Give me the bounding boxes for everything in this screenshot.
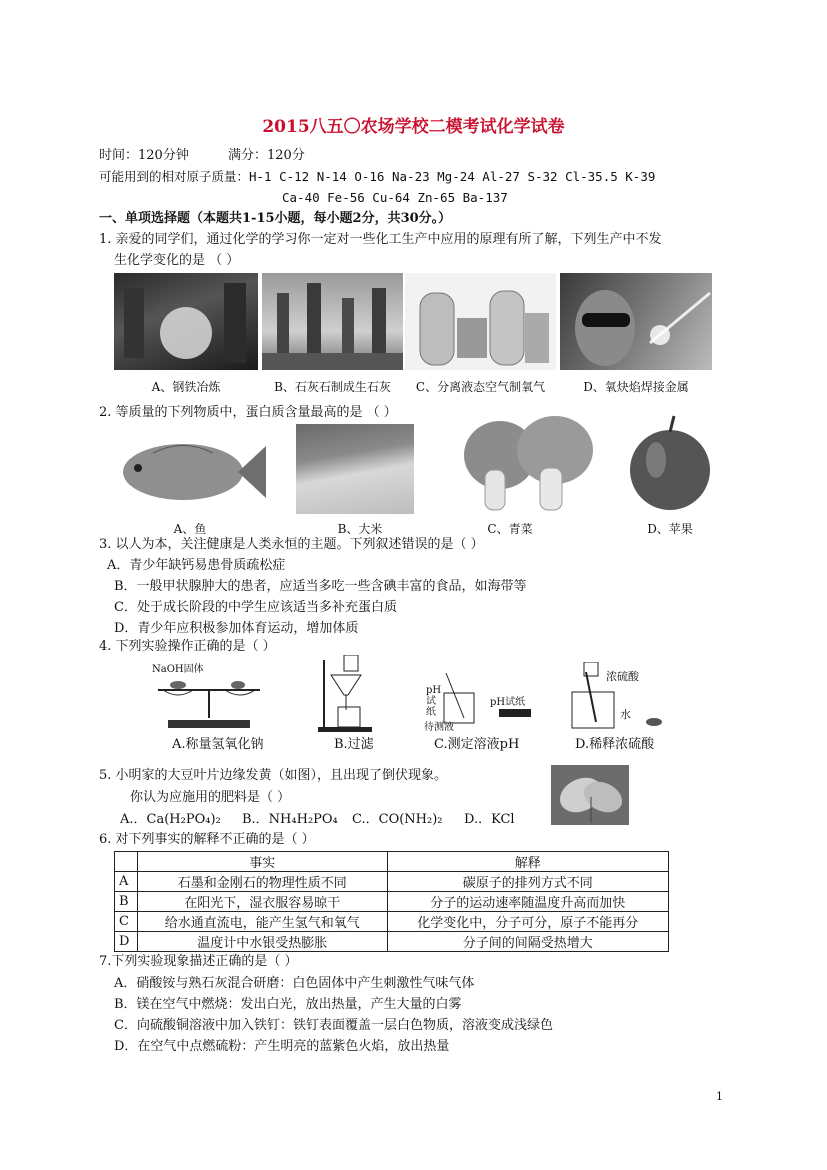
q5-option-a: A.．Ca(H₂PO₄)₂ [120, 812, 221, 827]
q3-option-d: D．青少年应积极参加体育运动，增加体质 [114, 621, 359, 636]
fish-picture [113, 428, 268, 513]
q3-option-b: B．一般甲状腺肿大的患者，应适当多吃一些含碘丰富的食品，如海带等 [114, 579, 527, 594]
soybean-leaf-picture [551, 765, 629, 825]
row-reason: 碳原子的排列方式不同 [387, 872, 668, 892]
row-fact: 给水通直流电，能产生氢气和氧气 [138, 912, 388, 932]
ph-strip-label: pH试纸 [490, 697, 526, 708]
q7-stem: 7.下列实验现象描述正确的是（ ） [99, 954, 298, 969]
ph-test-figure [424, 663, 536, 733]
table-header-row [115, 852, 669, 872]
welding-photo [560, 273, 712, 370]
q2-stem: 2. 等质量的下列物质中，蛋白质含量最高的是 （ ） [99, 405, 397, 420]
table-row [115, 932, 669, 952]
row-key: D [115, 932, 138, 952]
balance-figure [148, 660, 270, 732]
air-separation-photo [405, 273, 556, 370]
q2-option-b: B、大米 [337, 522, 383, 536]
q1-option-c: C、分离液态空气制氧气 [415, 380, 546, 394]
atomic-masses-line1: 可能用到的相对原子质量：H-1 C-12 N-14 O-16 Na-23 Mg-24 Al-27 S-32 Cl-35.5 K-39 [99, 169, 656, 184]
q5-option-d: D.．KCl [464, 812, 515, 827]
q5-stem-line2: 你认为应施用的肥料是（ ） [130, 790, 291, 805]
dilution-figure [566, 662, 666, 732]
row-fact: 石墨和金刚石的物理性质不同 [138, 872, 388, 892]
test-liquid-label: 待测液 [424, 722, 454, 733]
q3-option-c: C．处于成长阶段的中学生应该适当多补充蛋白质 [114, 600, 397, 615]
q4-option-d: D.稀释浓硫酸 [575, 737, 655, 752]
atomic-masses-line2: Ca-40 Fe-56 Cu-64 Zn-65 Ba-137 [282, 190, 508, 205]
rice-picture [296, 424, 414, 514]
q7-option-c: C．向硫酸铜溶液中加入铁钉：铁钉表面覆盖一层白色物质，溶液变成浅绿色 [114, 1018, 553, 1033]
acid-label: 浓硫酸 [606, 670, 639, 683]
row-fact: 在阳光下，湿衣服容易晾干 [138, 892, 388, 912]
page-number: 1 [716, 1090, 723, 1103]
row-key: B [115, 892, 138, 912]
q5-option-c: C.．CO(NH₂)₂ [352, 812, 443, 827]
q7-option-a: A．硝酸铵与熟石灰混合研磨：白色固体中产生刺激性气味气体 [114, 976, 475, 991]
header-fact: 事实 [138, 852, 388, 872]
row-key: A [115, 872, 138, 892]
q1-option-a: A、钢铁冶炼 [151, 380, 221, 394]
q6-stem: 6. 对下列事实的解释不正确的是（ ） [99, 832, 315, 847]
q7-option-d: D．在空气中点燃硫粉：产生明亮的蓝紫色火焰，放出热量 [114, 1039, 450, 1054]
q2-option-c: C、青菜 [487, 522, 533, 536]
q3-stem: 3. 以人为本，关注健康是人类永恒的主题。下列叙述错误的是（ ） [99, 537, 484, 552]
apple-picture [626, 410, 714, 514]
page-title: 2015八五〇农场学校二模考试化学试卷 [262, 117, 565, 137]
q5-option-b: B.．NH₄H₂PO₄ [242, 812, 338, 827]
lime-kiln-photo [262, 273, 403, 370]
section-heading: 一、单项选择题（本题共1-15小题，每小题2分，共30分。） [99, 211, 452, 226]
filtration-figure [316, 655, 374, 733]
q7-option-b: B．镁在空气中燃烧：发出白光，放出热量，产生大量的白雾 [114, 997, 462, 1012]
row-reason: 分子间的间隔受热增大 [387, 932, 668, 952]
steelmaking-photo [114, 273, 258, 370]
table-row [115, 912, 669, 932]
q3-option-a: A．青少年缺钙易患骨质疏松症 [107, 558, 286, 573]
q4-option-b: B.过滤 [334, 737, 374, 752]
q2-option-a: A、鱼 [173, 522, 207, 536]
q1-stem-line1: 1. 亲爱的同学们，通过化学的学习你一定对一些化工生产中应用的原理有所了解，下列生产中不发 [99, 232, 662, 247]
water-label: 水 [620, 708, 631, 721]
q4-stem: 4. 下列实验操作正确的是（ ） [99, 639, 276, 654]
header-key [115, 852, 138, 872]
q1-option-b: B、石灰石制成生石灰 [274, 380, 391, 394]
row-reason: 化学变化中，分子可分，原子不能再分 [387, 912, 668, 932]
q1-option-d: D、氧炔焰焊接金属 [583, 380, 689, 394]
q1-stem-line2: 生化学变化的是 （ ） [114, 253, 240, 268]
exam-time: 时间：120分钟 [99, 148, 189, 163]
row-fact: 温度计中水银受热膨胀 [138, 932, 388, 952]
q4-option-a: A.称量氢氧化钠 [172, 737, 264, 752]
facts-table [114, 851, 669, 952]
table-row [115, 872, 669, 892]
exam-score: 满分：120分 [228, 148, 305, 163]
row-reason: 分子的运动速率随温度升高而加快 [387, 892, 668, 912]
greens-picture [455, 410, 599, 514]
q2-option-d: D、苹果 [647, 522, 693, 536]
naoh-label: NaOH固体 [152, 664, 204, 675]
table-row [115, 892, 669, 912]
q5-stem-line1: 5. 小明家的大豆叶片边缘发黄（如图），且出现了倒伏现象。 [99, 768, 448, 783]
row-key: C [115, 912, 138, 932]
header-reason: 解释 [387, 852, 668, 872]
q4-option-c: C.测定溶液pH [434, 737, 520, 752]
ph-paper-label: pH试纸 [426, 685, 442, 718]
